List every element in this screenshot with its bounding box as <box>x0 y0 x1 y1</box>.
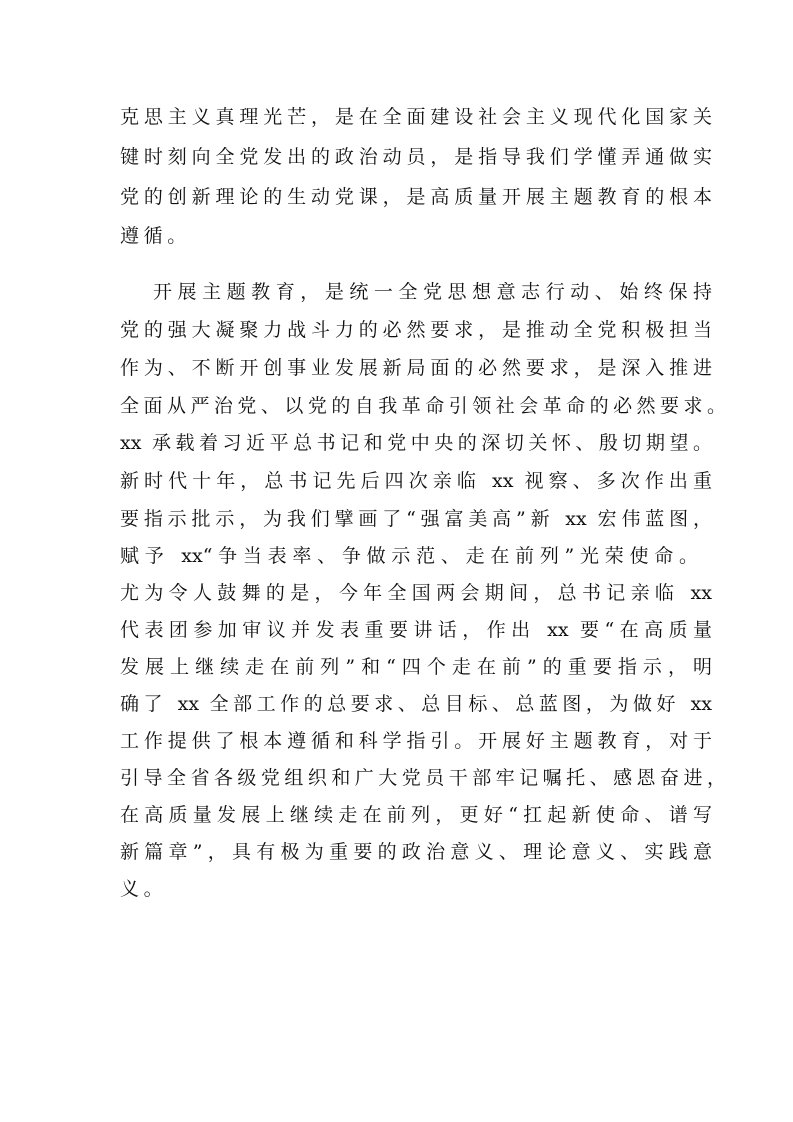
text-line: 发展上继续走在前列”和“四个走在前”的重要指示，明 <box>120 656 712 678</box>
text-line: 遵循。 <box>120 225 191 247</box>
text-line: 新时代十年，总书记先后四次亲临 xx 视察、多次作出重 <box>120 470 712 492</box>
text-line: 党的强大凝聚力战斗力的必然要求，是推动全党积极担当 <box>120 319 712 341</box>
text-line: 作为、不断开创事业发展新局面的必然要求，是深入推进 <box>120 357 712 379</box>
text-line: 确了 xx 全部工作的总要求、总目标、总蓝图，为做好 xx <box>120 693 712 715</box>
text-line: 工作提供了根本遵循和科学指引。开展好主题教育，对于 <box>120 730 712 752</box>
text-line: 全面从严治党、以党的自我革命引领社会革命的必然要求。 <box>120 395 726 417</box>
text-line: 义。 <box>120 878 168 900</box>
text-line: 键时刻向全党发出的政治动员，是指导我们学懂弄通做实 <box>120 146 712 168</box>
text-line: 引导全省各级党组织和广大党员干部牢记嘱托、感恩奋进， <box>120 767 726 789</box>
text-line: 尤为令人鼓舞的是，今年全国两会期间，总书记亲临 xx <box>120 582 712 604</box>
text-line: 克思主义真理光芒，是在全面建设社会主义现代化国家关 <box>120 106 712 128</box>
text-line: 党的创新理论的生动党课，是高质量开展主题教育的根本 <box>120 186 712 208</box>
text-line: xx 承载着习近平总书记和党中央的深切关怀、殷切期望。 <box>120 432 712 454</box>
text-line: 开展主题教育，是统一全党思想意志行动、始终保持 <box>153 281 712 303</box>
text-line: 代表团参加审议并发表重要讲话，作出 xx 要“在高质量 <box>120 619 712 641</box>
text-line: 要指示批示，为我们擘画了“强富美高”新 xx 宏伟蓝图， <box>120 508 712 530</box>
text-line: 在高质量发展上继续走在前列，更好“扛起新使命、谱写 <box>120 804 712 826</box>
text-line: 新篇章”，具有极为重要的政治意义、理论意义、实践意 <box>120 841 712 863</box>
text-line: 赋予 xx“争当表率、争做示范、走在前列”光荣使命。 <box>120 545 698 567</box>
